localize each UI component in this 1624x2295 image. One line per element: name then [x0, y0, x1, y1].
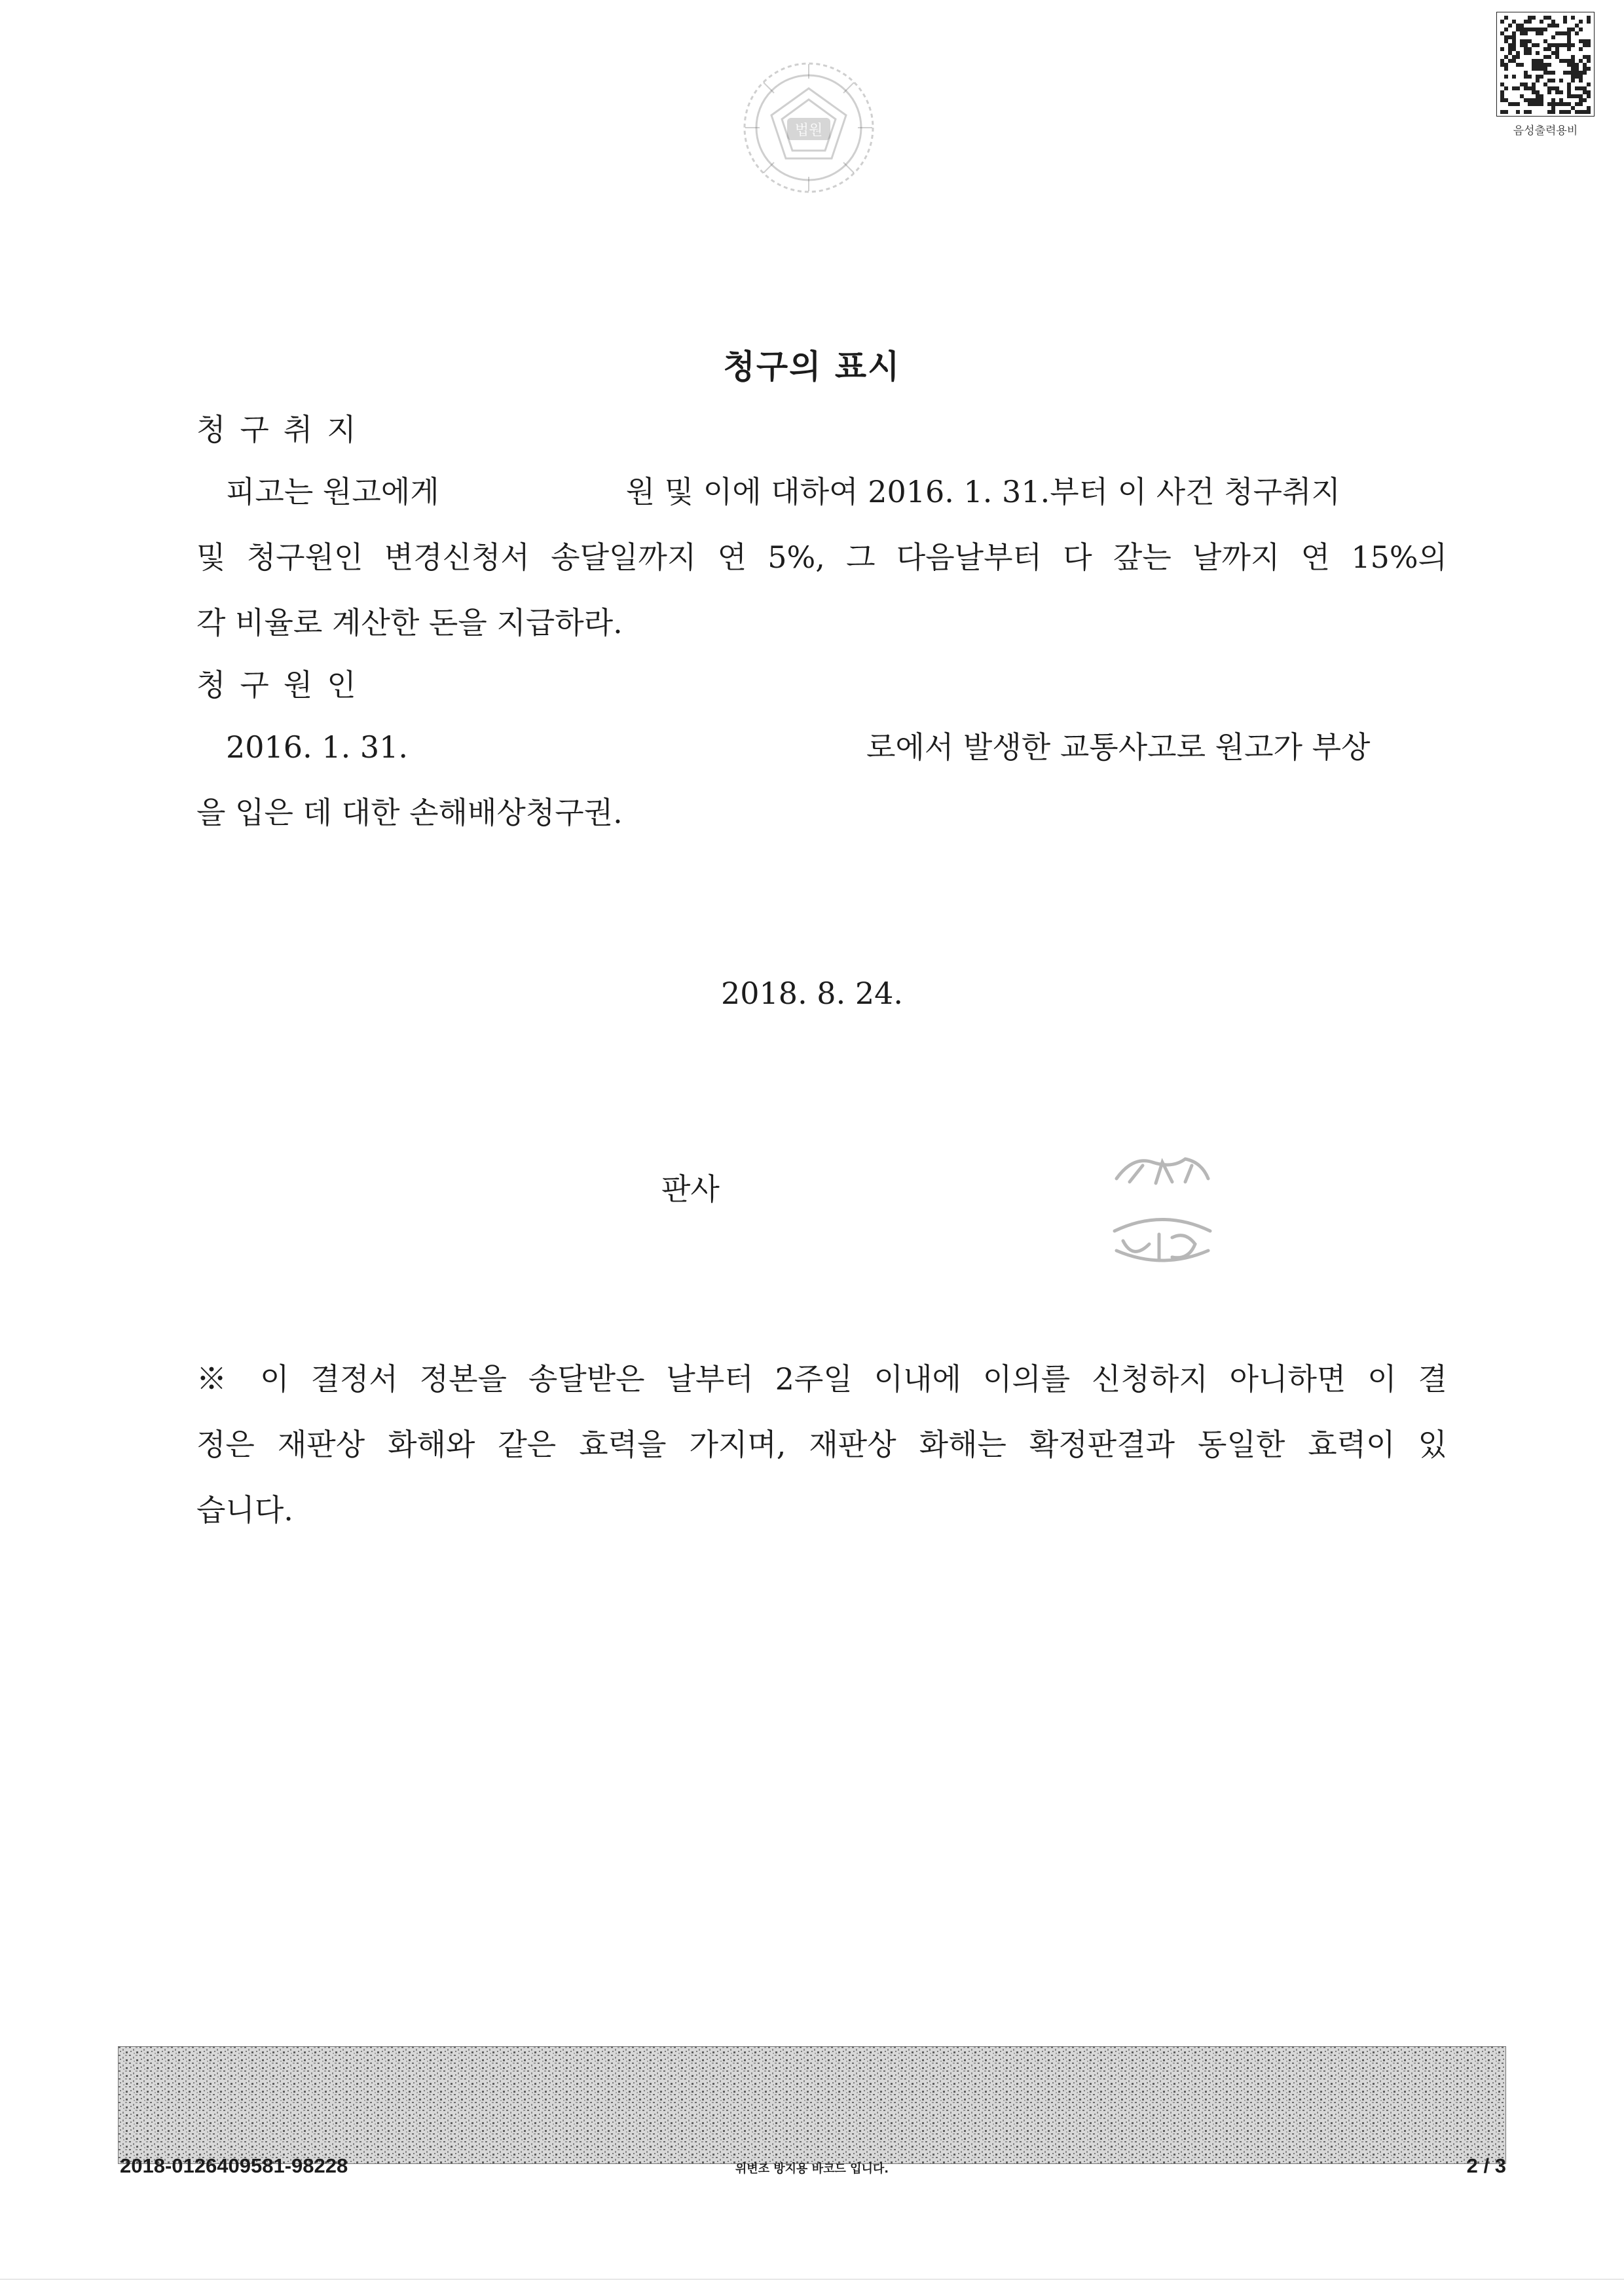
court-emblem-icon — [740, 59, 877, 196]
claim-cause-line-1-end: 로에서 발생한 교통사고로 원고가 부상 — [866, 729, 1371, 765]
page-indicator: 2 / 3 — [1466, 2154, 1506, 2177]
notice-line-3: 습니다. — [196, 1492, 293, 1528]
qr-code-icon — [1496, 12, 1595, 117]
qr-caption: 음성출력용비 — [1513, 124, 1578, 138]
claim-cause-label: 청구원인 — [196, 667, 371, 703]
claim-purpose-line-2: 및 청구원인 변경신청서 송달일까지 연 5%, 그 다음날부터 다 갚는 날까지 연 15%의 — [196, 540, 1447, 575]
document-number: 2018-0126409581-98228 — [120, 2154, 348, 2177]
claim-cause-line-1 — [196, 724, 1447, 767]
anti-forgery-barcode-icon — [118, 2046, 1506, 2164]
judge-label: 판사 — [661, 1171, 720, 1207]
claim-cause-line-2: 을 입은 데 대한 손해배상청구권. — [196, 795, 623, 830]
bottom-edge-rule — [0, 2279, 1624, 2280]
claim-purpose-line-1-end: 원 및 이에 대하여 2016. 1. 31.부터 이 사건 청구취지 — [625, 474, 1340, 509]
judge-seal-bottom-mark — [1107, 1205, 1218, 1270]
decision-date: 2018. 8. 24. — [721, 976, 903, 1011]
judge-seal-top-mark — [1107, 1143, 1218, 1195]
notice-line-2: 정은 재판상 화해와 같은 효력을 가지며, 재판상 화해는 확정판결과 동일한 효력이 있 — [196, 1427, 1447, 1462]
page-title: 청구의 표시 — [723, 348, 901, 386]
barcode-note: 위변조 방지용 바코드 입니다. — [735, 2162, 889, 2176]
claim-purpose-label: 청구취지 — [196, 412, 371, 447]
notice-line-1: ※ 이 결정서 정본을 송달받은 날부터 2주일 이내에 이의를 신청하지 아니하면 이 결 — [196, 1361, 1447, 1397]
claim-cause-line-1-start: 2016. 1. 31. — [226, 729, 408, 765]
emblem-text: 법원 — [794, 122, 823, 139]
claim-purpose-line-1-start: 피고는 원고에게 — [226, 474, 439, 509]
claim-purpose-line-3: 각 비율로 계산한 돈을 지급하라. — [196, 605, 623, 640]
claim-purpose-line-1 — [196, 468, 1447, 511]
